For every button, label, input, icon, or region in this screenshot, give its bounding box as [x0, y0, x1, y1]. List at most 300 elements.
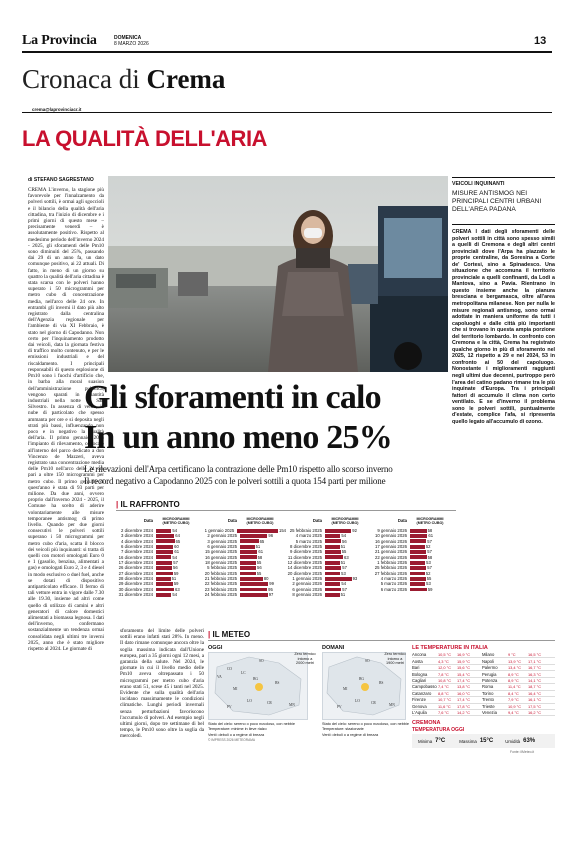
row-bar — [410, 566, 426, 570]
meteo-fonte: Fonte: ilMeteo.it — [510, 750, 535, 754]
row-bar — [240, 572, 256, 576]
row-bar — [410, 545, 425, 549]
row-date: 16 gennaio 2025 — [204, 554, 237, 560]
row-date: 2 gennaio 2026 — [292, 581, 322, 587]
row-bar — [240, 561, 256, 565]
subheadline-line2: Il record negativo a Capodanno 2025 con le polveri sottili a quota 154 parti per milione — [84, 476, 386, 486]
row-bar — [240, 566, 256, 570]
article-photo — [108, 176, 448, 372]
row-value: 99 — [269, 581, 274, 587]
row-value: 61 — [258, 549, 264, 555]
row-bar — [325, 566, 341, 570]
row-value: 61 — [428, 533, 434, 539]
row-date: 29 dicembre 2024 — [118, 581, 153, 587]
city-name: Potenza — [482, 677, 498, 683]
sidebar-kicker: VEICOLI INQUINANTI — [452, 181, 505, 187]
row-date: 17 dicembre 2024 — [118, 560, 153, 566]
row-value: 80 — [263, 576, 269, 582]
temp-min: 8,9 °C — [508, 671, 519, 677]
row-bar — [156, 539, 175, 543]
temp-max: 14,2 °C — [457, 710, 471, 716]
subheadline-line1: Le rilevazioni dell'Arpa certificano la contrazione delle Pm10 rispetto allo scorso inverno — [84, 464, 393, 474]
row-date: 26 dicembre 2024 — [118, 565, 153, 571]
city-name: Venezia — [482, 710, 497, 716]
row-date: 15 gennaio 2025 — [204, 549, 237, 555]
row-date: 21 febbraio 2025 — [204, 576, 237, 582]
oggi-temperature: Temperature: minime in lieve rialzo — [208, 727, 267, 732]
raffronto-header — [285, 514, 371, 528]
massima-value: 15°C — [479, 738, 494, 744]
row-bar — [325, 572, 340, 576]
meteo-oggi-notes — [208, 722, 316, 743]
row-bar — [410, 572, 425, 576]
masthead-rule — [22, 51, 552, 53]
temp-min: 4,3 °C — [438, 658, 449, 664]
meteo-credit: © IMPRESS 2026 METEORAMA — [208, 737, 255, 742]
row-value: 55 — [341, 549, 347, 555]
header-value: MICROGRAMMI (METRO CUBO) — [246, 516, 274, 525]
row-bar — [240, 582, 268, 586]
row-bar — [240, 588, 267, 592]
row-bar — [156, 577, 171, 581]
article-paragraph: CREMA L'inverno, la stagione più favorevole per l'innalzamento da polveri sottili, è ormai agli sgoccioli e il bilancio della qualità dell'aria cittadina, tra l'inizio di dicembre e i primi giorni di questo mese – precisamente venerdì – è assolutamente positivo. Rispetto al medesimo periodo dell'inverno 2024 - 2025, gli sforamenti delle Pm10 sono diminuiti del 25%, passando dai 29 di un anno fa, un dato comunque positivo, ai 22 attuali. Di fatto, in meno di un giorno su quattro la qualità dell'aria cittadina è stata scarsa con le polveri hanno superato i 50 microgrammi per metro cubo di concentrazione media, nell'arco delle 24 ore. In entrambi gli inverni il dato più alto registrato dalla centralina dell'Agenzia regionale per l'ambiente di via XI Febbraio, è stato nel giorno di Capodanno. Non certo per l'inquinamento prodotto dai veicoli, data la giornata festiva di traffico molto contenuto, e per le emissioni industriali e del riscaldamento. I principali responsabili di questo esplosione di Pm10 sono i fuochi d'artificio che, in barba alla moral suasion dell'amministrazione pubblica, vengono sparati in quantità industriali nella notte di San Silvestro. In assenza di vento, la nube di particolato che spesso ammanta per ore e si deposita negli strati più bassi, influenzando non poco e in negativo la qualità dell'aria. Il primo gennaio 2025 l'impianto di rilevamento, collocato all'interno del parco dedicato a don Vincenzo de Mazzeri, aveva registrato una concentrazione media delle Pm10 nell'arco delle 24 ore pari a oltre 150 microgrammi per metro cubo. Il primo gennaio di quest'anno è stata di 93 parti per milione. Da due anni, ovvero proprio dall'inverno 2024 - 2025, il Comune ha scelto di aderire volontariamente alle misure temporanee antismog di primo livello. Quando per due giorni consecutivi le polveri sottili superano i 50 microgrammi per metro cubo d'aria, scatta il blocco dei veicoli più inquinanti: si tratta di quelli con motori omologati Euro 0 e 1 (gasolio, benzina, alimentati a gas) e omologati Euro 2, 3 e 4 diesel in modo esclusivo o duel fuel, anche se dotati di dispositivo antiparticolato efficace. Il fermo di tali vetture entra in vigore dalle 7.30 alle 19.30, insieme ad altri come quello di utilizzo di camini e altri generatori di calore domestici alimentati a biomassa legnosa. I dati dell'inverno, confermano sostanzialmente un tendenza ormai consolidata negli ultimi tre inverni 2025, anno che è stato migliore rispetto al 2024. Le giornate di — [28, 187, 104, 653]
temp-min: 12,0 °C — [438, 665, 452, 671]
byline: di STEFANO SAGRESTANO — [28, 177, 94, 183]
row-date: 5 febbraio 2025 — [207, 565, 237, 571]
row-value: 57 — [427, 538, 432, 544]
row-date: 16 dicembre 2024 — [118, 554, 153, 560]
meteo-map-oggi — [208, 652, 308, 720]
map-city: LO — [247, 699, 252, 703]
row-date: 1 gennaio 2025 — [204, 528, 235, 533]
row-value: 60 — [174, 544, 179, 550]
temp-max: 18,7 °C — [528, 684, 542, 690]
raffronto-row — [370, 587, 456, 592]
row-date: 9 dicembre 2025 — [289, 549, 322, 555]
temp-min: 9 °C — [508, 652, 516, 658]
row-date: 2 gennaio 2025 — [207, 533, 237, 539]
temp-max: 15,6 °C — [457, 665, 471, 671]
row-value: 52 — [425, 570, 431, 576]
minima-label: Minima — [418, 738, 433, 744]
sidebar-title-rule — [452, 224, 555, 225]
row-value: 57 — [342, 565, 347, 571]
article-body-col2 — [120, 628, 204, 740]
city-name: Napoli — [482, 658, 494, 664]
row-value: 63 — [175, 586, 180, 592]
row-date: 23 febbraio 2025 — [204, 586, 237, 592]
raffronto-rule — [116, 510, 456, 511]
row-bar — [240, 577, 263, 581]
row-value: 58 — [427, 554, 433, 560]
row-date: 6 gennaio 2026 — [292, 586, 322, 592]
row-value: 92 — [352, 528, 357, 533]
row-bar — [156, 566, 172, 570]
row-date: 18 gennaio 2025 — [204, 560, 237, 566]
temp-min: 11,6 °C — [438, 703, 451, 709]
row-value: 59 — [427, 586, 433, 592]
oggi-venti: Venti: deboli o a regime di brezza — [208, 732, 265, 737]
row-bar — [325, 534, 340, 538]
city-name: L'Aquila — [412, 710, 427, 716]
row-value: 55 — [426, 576, 432, 582]
temp-max: 17,4 °C — [457, 677, 471, 683]
city-name: Cagliari — [412, 677, 427, 683]
city-name: Roma — [482, 684, 494, 690]
row-value: 57 — [342, 586, 347, 592]
logo: La Provincia — [22, 33, 97, 48]
temp-max: 16,9 °C — [457, 652, 471, 658]
row-bar — [325, 545, 340, 549]
temp-max: 16,1 °C — [528, 697, 542, 703]
temp-min: 10,5 °C — [438, 652, 452, 658]
article-paragraph: sforamento del limite delle polveri sottili erano infatti stati 28%. In meno. Il dato rimane comunque ancora oltre la soglia massima indicata dall'Unione europea, pari a 35 giorni ogni 12 mesi, a garanzia della salute. Nel 2024, le giornate in cui il livello medio delle Pm10 aveva oltrepassato i 50 microgrammi per metro cubo d'aria erano stati 51, scese 45 i tanti nel 2025. Evidente che sulla qualità dell'aria incidano massimamente le condizioni climatiche. Lunghi periodi invernali senza perturbazioni favoriscono l'accumulo di polveri. Ad esempio negli ultimi giorni, dopo tre settimane di bel tempo, le Pm10 sono oltre la soglia da mercoledì. — [120, 628, 204, 740]
umidita-label: Umidità — [505, 738, 521, 744]
row-date: 5 marzo 2025 — [295, 538, 322, 544]
domani-temperature: Temperature: stazionarie — [322, 727, 364, 732]
row-bar — [156, 550, 173, 554]
temp-max: 17,4 °C — [457, 697, 471, 703]
header-value: MICROGRAMMI (METRO CUBO) — [162, 516, 190, 525]
row-value: 59 — [173, 570, 179, 576]
masthead-day: DOMENICA — [114, 35, 142, 41]
map-city: BS — [275, 681, 280, 685]
map-city: MN — [289, 703, 295, 707]
map-city: LO — [355, 699, 360, 703]
sidebar-body — [452, 229, 555, 665]
row-date: 10 gennaio 2026 — [374, 533, 407, 539]
row-date: 3 dicembre 2024 — [120, 533, 153, 539]
minima-value: 7°C — [435, 738, 446, 744]
zero-termico-domani: Zero termico intorno a 1900 metri — [384, 652, 406, 666]
row-bar — [325, 577, 352, 581]
map-city: MI — [343, 687, 348, 691]
raffronto-header — [116, 514, 202, 528]
map-city: SO — [365, 659, 370, 663]
row-value: 54 — [172, 554, 178, 560]
domani-cielo: Stato del cielo: sereno o poco nuvoloso, con nebbie — [322, 722, 409, 726]
row-date: 8 dicembre 2025 — [289, 544, 322, 550]
row-value: 61 — [174, 549, 180, 555]
row-bar — [325, 593, 340, 597]
temp-min: 10,9 °C — [508, 703, 522, 709]
raffronto-marker: | — [116, 500, 121, 509]
temp-min: 13,4 °C — [508, 665, 522, 671]
temp-min: 8,9 °C — [508, 677, 519, 683]
temp-min: 10,8 °C — [438, 677, 452, 683]
raffronto-row — [200, 592, 286, 597]
row-bar — [156, 555, 171, 559]
topic-title: LA QUALITÀ DELL'ARIA — [22, 126, 267, 151]
section-title — [22, 64, 225, 95]
row-value: 93 — [352, 576, 358, 582]
row-date: 4 marzo 2026 — [380, 576, 407, 582]
meteo-title: | IL METEO — [208, 630, 251, 639]
temp-max: 17,5 °C — [528, 703, 542, 709]
row-date: 4 marzo 2025 — [295, 533, 322, 539]
temp-min: 8,4 °C — [508, 690, 519, 696]
row-bar — [325, 529, 351, 533]
row-value: 53 — [426, 581, 431, 587]
row-date: 1 febbraio 2026 — [377, 560, 407, 566]
row-value: 59 — [173, 581, 179, 587]
temp-max: 16,7 °C — [528, 665, 542, 671]
row-value: 51 — [171, 576, 177, 582]
section-rule — [22, 112, 552, 113]
map-city: LC — [241, 671, 246, 675]
row-date: 22 febbraio 2025 — [204, 581, 237, 587]
row-value: 54 — [341, 581, 347, 587]
temp-min: 7,6 °C — [438, 710, 449, 716]
cremona-sub: TEMPERATURA OGGI — [412, 727, 465, 733]
raffronto-table — [200, 514, 286, 597]
map-city: CR — [371, 701, 376, 705]
row-bar — [240, 555, 257, 559]
city-name: Palermo — [482, 665, 498, 671]
row-date: 14 dicembre 2025 — [287, 565, 322, 571]
street-photo-illustration — [108, 176, 448, 372]
sidebar-title: MISURE ANTISMOG NEI PRINCIPALI CENTRI URBANI DELL'AREA PADANA — [452, 190, 542, 213]
header-date: Data — [143, 518, 153, 524]
row-bar — [156, 561, 172, 565]
map-city: BG — [359, 677, 364, 681]
map-city: PV — [337, 705, 342, 709]
raffronto-table — [285, 514, 371, 597]
city-name: Ancona — [412, 652, 427, 658]
row-date: 6 gennaio 2025 — [207, 544, 237, 550]
raffronto-title: | IL RAFFRONTO — [116, 500, 180, 509]
map-city: CR — [267, 701, 272, 705]
row-bar — [410, 561, 425, 565]
row-bar — [156, 588, 174, 592]
raffronto-table — [370, 514, 456, 592]
row-date: 7 dicembre 2024 — [120, 549, 153, 555]
row-value: 57 — [427, 565, 432, 571]
row-bar — [325, 555, 343, 559]
temp-max: 16,2 °C — [528, 710, 542, 716]
header-value: MICROGRAMMI (METRO CUBO) — [416, 516, 444, 525]
temp-max: 13,8 °C — [457, 684, 471, 690]
row-bar — [410, 588, 427, 592]
row-value: 95 — [268, 586, 273, 592]
map-city: BG — [253, 677, 258, 681]
temperature-italia-table — [412, 652, 555, 716]
temp-min: 11,4 °C — [508, 684, 521, 690]
temp-min: 7,8 °C — [438, 671, 449, 677]
temp-max: 17,1 °C — [528, 658, 542, 664]
meteo-marker: | — [208, 630, 213, 639]
row-date: 25 febbraio 2025 — [289, 528, 322, 533]
city-name: Genova — [412, 703, 427, 709]
row-bar — [410, 577, 426, 581]
map-city: CO — [227, 667, 232, 671]
row-bar — [156, 534, 174, 538]
header-value: MICROGRAMMI (METRO CUBO) — [331, 516, 359, 525]
temperature-row — [412, 710, 555, 716]
temp-max: 15,9 °C — [457, 658, 471, 664]
row-bar — [410, 529, 427, 533]
row-date: 9 gennaio 2026 — [377, 528, 407, 533]
temp-max: 16,4 °C — [528, 690, 542, 696]
row-value: 56 — [173, 565, 178, 571]
map-city: MI — [233, 687, 238, 691]
row-bar — [240, 539, 259, 543]
headline — [84, 378, 456, 458]
row-bar — [410, 539, 426, 543]
row-date: 21 gennaio 2026 — [374, 549, 407, 555]
row-date: 17 gennaio 2026 — [374, 544, 407, 550]
city-name: Campobasso — [412, 684, 437, 690]
row-date: 12 dicembre 2025 — [287, 560, 322, 566]
row-value: 63 — [344, 554, 349, 560]
subheadline — [84, 463, 454, 487]
article-body-col1 — [28, 187, 104, 807]
temp-max: 15,4 °C — [457, 671, 471, 677]
row-value: 54 — [172, 592, 178, 598]
row-date: 16 gennaio 2026 — [374, 538, 407, 544]
row-bar — [325, 561, 340, 565]
massima-label: Massima — [459, 738, 477, 744]
row-date: 3 gennaio 2025 — [207, 538, 237, 544]
temp-max: 17,8 °C — [457, 703, 471, 709]
row-date: 24 febbraio 2025 — [204, 592, 237, 598]
row-bar — [410, 534, 427, 538]
raffronto-header — [370, 514, 456, 528]
oggi-cielo: Stato del cielo: sereno o poco nuvoloso, con nebbie — [208, 722, 295, 726]
row-bar — [240, 534, 267, 538]
row-bar — [240, 593, 268, 597]
map-city: PV — [227, 705, 232, 709]
row-date: 5 marzo 2026 — [380, 581, 407, 587]
row-date: 4 dicembre 2024 — [120, 538, 153, 544]
row-date: 20 dicembre 2025 — [287, 570, 322, 576]
row-bar — [240, 550, 257, 554]
meteo-domani-notes — [322, 722, 412, 738]
headline-line1: Gli sforamenti in calo — [84, 379, 381, 416]
row-value: 51 — [255, 544, 261, 550]
row-value: 54 — [172, 528, 178, 533]
meteo-oggi-label: OGGI — [208, 645, 223, 651]
temp-min: 10,7 °C — [438, 697, 452, 703]
row-bar — [325, 582, 340, 586]
row-bar — [156, 572, 173, 576]
row-bar — [156, 582, 173, 586]
byline-marker: di — [28, 177, 34, 183]
map-city: BS — [379, 681, 384, 685]
temp-max: 16,3 °C — [528, 671, 542, 677]
row-date: 6 marzo 2026 — [380, 586, 407, 592]
city-name: Milano — [482, 652, 495, 658]
row-value: 51 — [340, 592, 346, 598]
row-bar — [240, 545, 255, 549]
sidebar-paragraph: CREMA I dati degli sforamenti delle polveri sottili in città sono spesso simili a quelli di Cremona e degli altri centri provinciali dove l'Arpa ha piazzato le proprie centraline, da Soresina a Corte de' Cortesi, sino a Spinadesco. Una situazione che accomuna il territorio provinciale a quelli confinanti, da Lodi a Mantova, sino a Pavia. Rientrano in questo insieme anche la pianura bresciana e bergamasca, oltre all'area metropolitana milanese. Non per nulla le misure regionali antismog, sono ormai adottate in maniera uniforme da tutti i capoluoghi e dalle città più importanti che si trovano in questa ampia porzione del territorio lombardo. In confronto con Cremona e la città, Crema ha registrato qualche giorno in più di sforamento nel 2025, 12 rispetto a 29 e nel 2024, 53 in confronto ai 50 del capoluogo. Nonostante i miglioramenti raggiunti negli ultimi due decenni, purtroppo però l'area del catino padano rimane tra le più inquinate d'Europa. Tra i principali fattori di accumulo il clima non certo ventilato. E se d'inverno il problema sono le polveri sottili, puntualmente d'estate, complice l'afa, si ripresenta quello legato all'accumulo di ozono. — [452, 229, 555, 425]
masthead — [0, 0, 580, 56]
temp-max: 16,5 °C — [528, 652, 542, 658]
temp-max: 16,0 °C — [457, 690, 471, 696]
row-value: 58 — [257, 554, 263, 560]
row-bar — [410, 582, 425, 586]
header-date: Data — [227, 518, 237, 524]
city-name: Perugia — [482, 671, 497, 677]
cremona-label: CREMONA — [412, 720, 441, 726]
city-name: Firenze — [412, 697, 426, 703]
map-city: SO — [259, 659, 264, 663]
city-name: Bari — [412, 665, 420, 671]
zero-termico-oggi: Zero termico intorno a 2000 metri — [294, 652, 316, 666]
meteo-rule — [208, 640, 555, 641]
meteo-domani-label: DOMANI — [322, 645, 345, 651]
row-value: 51 — [340, 560, 346, 566]
row-value: 96 — [268, 533, 274, 539]
row-date: 11 dicembre 2025 — [287, 554, 322, 560]
map-city: MN — [389, 703, 395, 707]
row-date: 25 febbraio 2026 — [374, 565, 407, 571]
row-date: 6 dicembre 2024 — [120, 544, 153, 550]
row-value: 54 — [341, 533, 347, 539]
row-value: 51 — [340, 544, 346, 550]
city-name: Torino — [482, 690, 494, 696]
row-value: 65 — [259, 538, 265, 544]
temp-min: 9,4 °C — [508, 710, 519, 716]
row-date: 22 gennaio 2026 — [374, 554, 407, 560]
section-title-bold: Crema — [146, 64, 226, 94]
row-value: 57 — [173, 560, 178, 566]
row-value: 53 — [341, 570, 346, 576]
row-date: 28 dicembre 2024 — [118, 576, 153, 582]
row-date: 30 dicembre 2024 — [118, 586, 153, 592]
row-value: 56 — [342, 538, 347, 544]
temp-min: 13,9 °C — [508, 658, 522, 664]
row-date: 1 gennaio 2026 — [292, 576, 322, 582]
temp-min: 7,9 °C — [508, 697, 519, 703]
row-bar — [156, 545, 173, 549]
section-title-light: Cronaca di — [22, 64, 140, 94]
masthead-date: 8 MARZO 2026 — [114, 41, 149, 47]
city-name: Trieste — [482, 703, 495, 709]
row-bar — [325, 550, 341, 554]
row-bar — [325, 539, 341, 543]
row-value: 55 — [256, 570, 262, 576]
row-date: 27 febbraio 2026 — [374, 570, 407, 576]
row-value: 65 — [175, 538, 181, 544]
headline-line2: In un anno meno 25% — [84, 419, 392, 456]
city-name: Bologna — [412, 671, 428, 677]
city-name: Trento — [482, 697, 494, 703]
cremona-box — [412, 734, 555, 748]
temp-min: 7,4 °C — [438, 684, 449, 690]
row-value: 57 — [427, 549, 432, 555]
raffronto-table — [116, 514, 202, 597]
row-bar — [325, 588, 341, 592]
row-bar — [156, 593, 171, 597]
raffronto-header — [200, 514, 286, 528]
raffronto-row — [285, 592, 371, 597]
row-date: 20 febbraio 2025 — [204, 570, 237, 576]
row-value: 53 — [426, 560, 431, 566]
row-bar — [410, 550, 426, 554]
row-date: 31 dicembre 2024 — [118, 592, 153, 598]
row-value: 52 — [425, 544, 431, 550]
temp-max: 14,1 °C — [528, 677, 542, 683]
city-name: Aosta — [412, 658, 423, 664]
header-date: Data — [397, 518, 407, 524]
row-value: 154 — [279, 528, 286, 533]
temperature-italia-title: LE TEMPERATURE IN ITALIA — [412, 645, 488, 651]
city-name: Catanzaro — [412, 690, 432, 696]
section-email[interactable]: crema@laprovinciacr.it — [32, 107, 82, 112]
row-bar — [156, 529, 171, 533]
header-date: Data — [312, 518, 322, 524]
